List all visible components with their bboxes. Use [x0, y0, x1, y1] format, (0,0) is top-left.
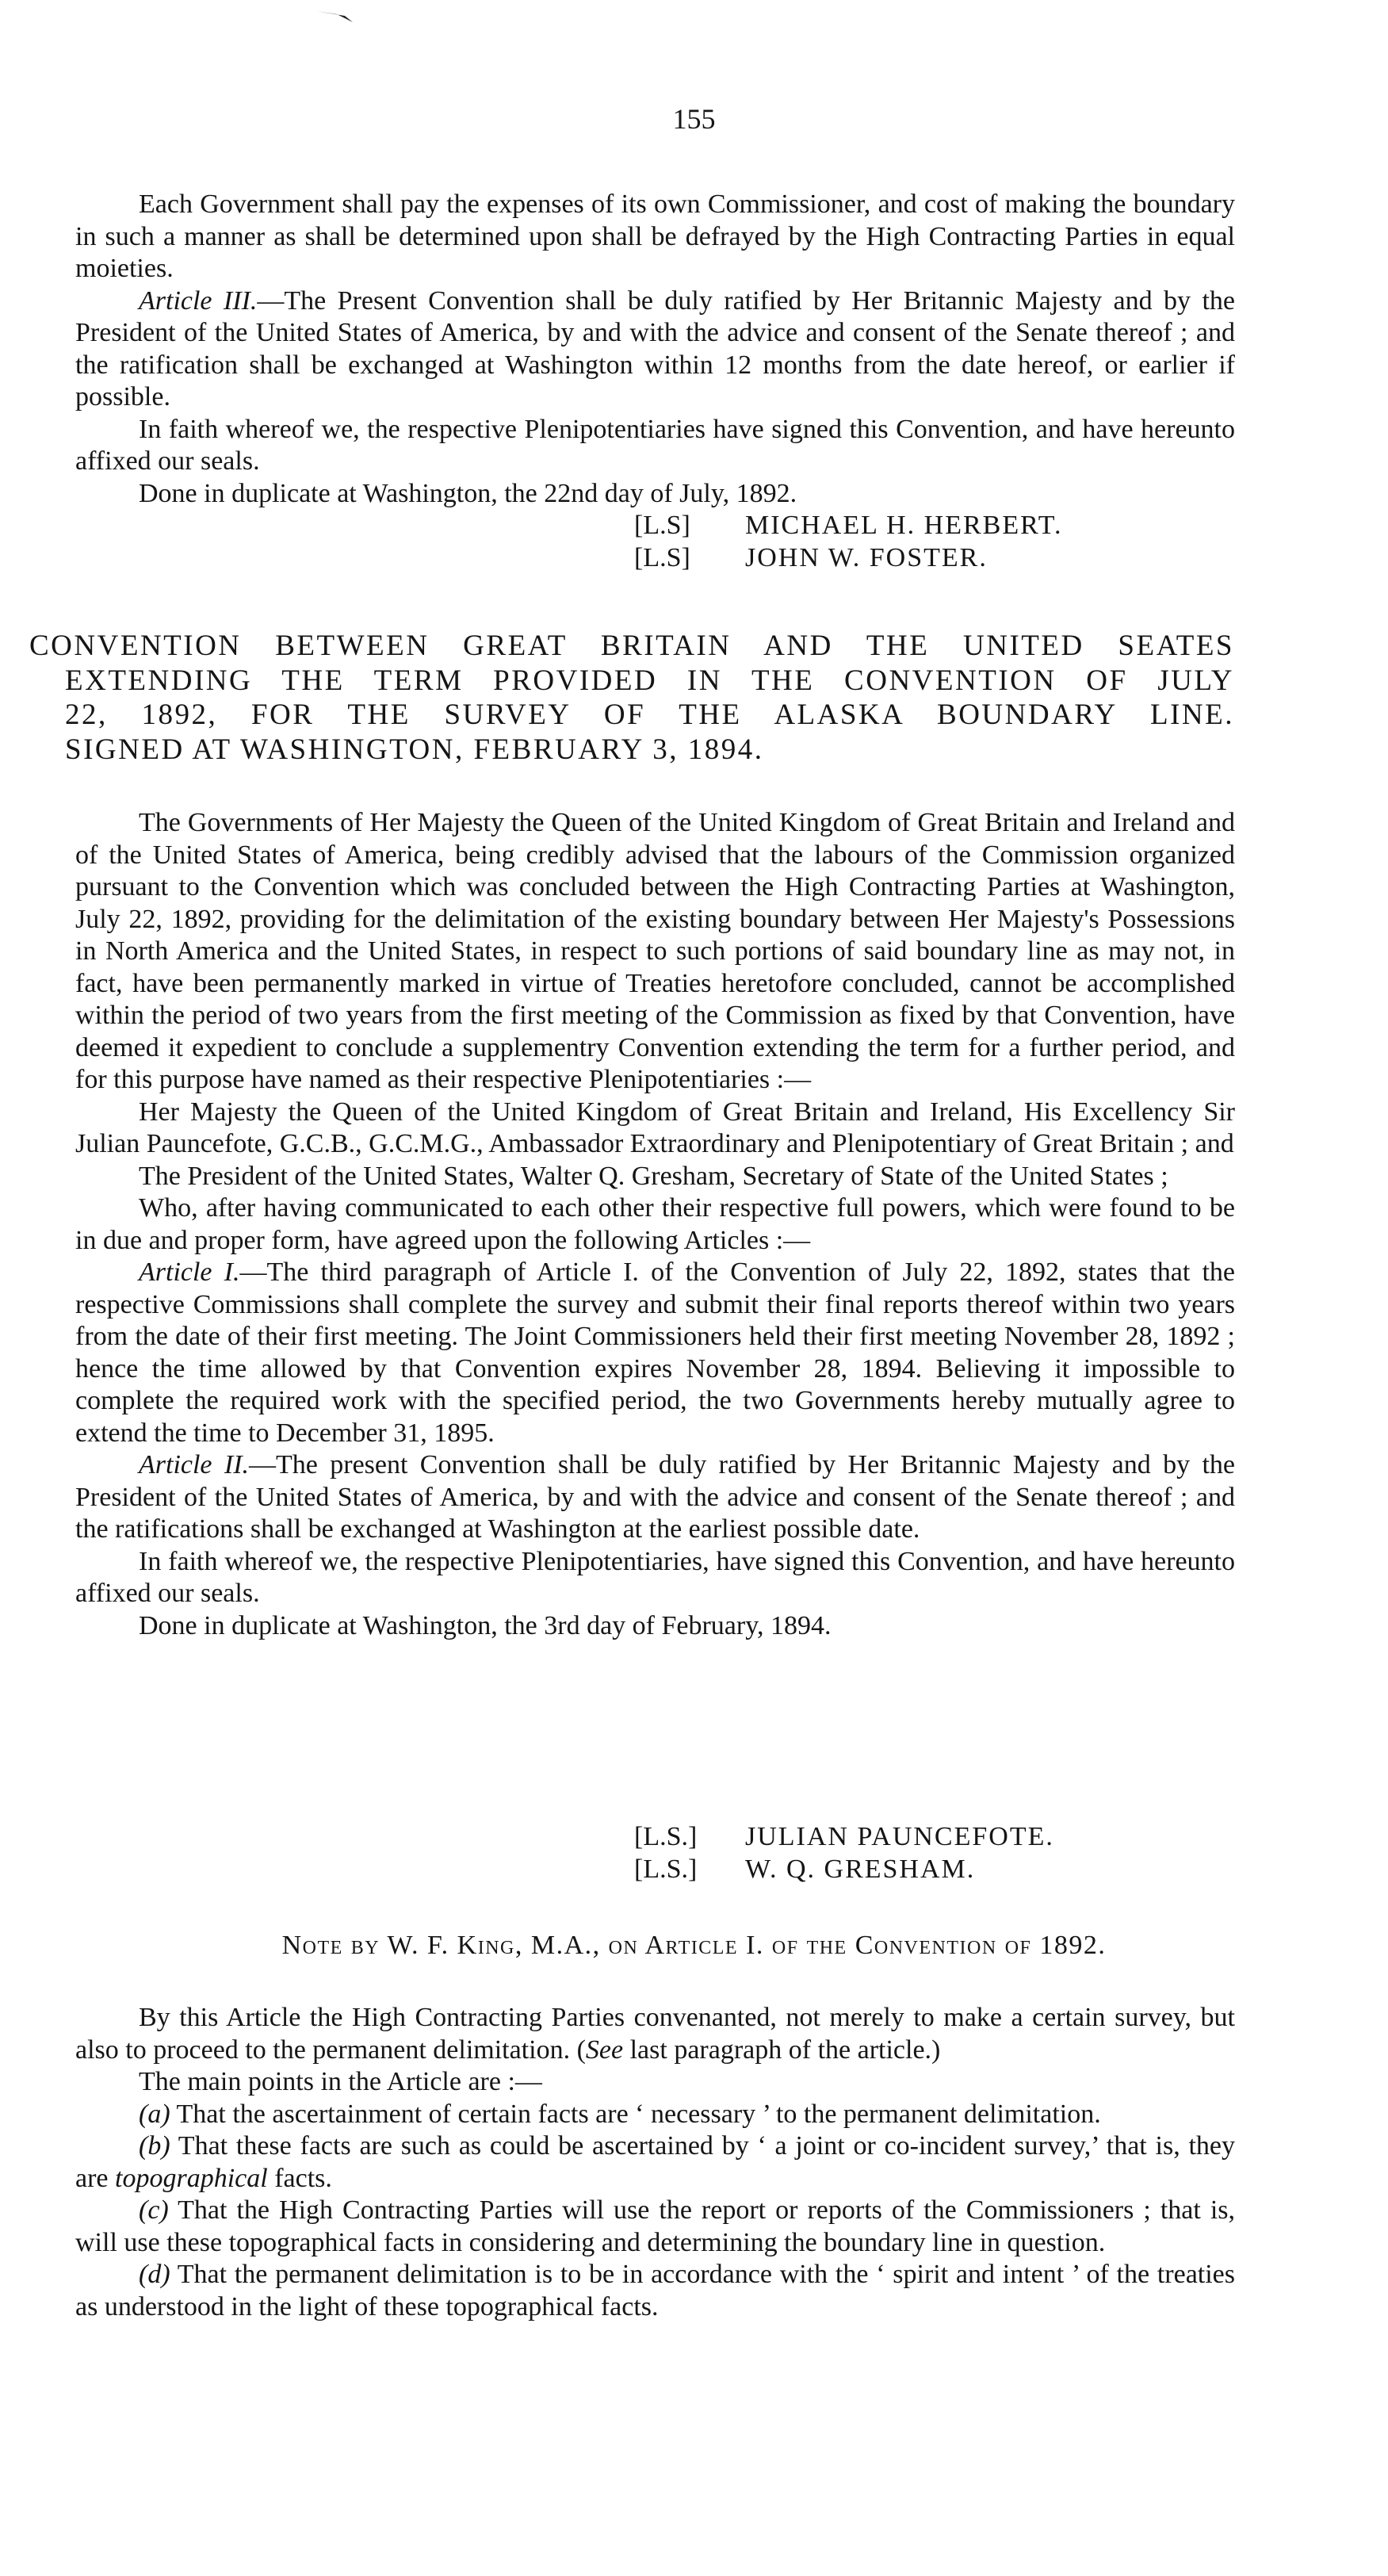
paragraph-in-faith: In faith whereof we, the respective Plenipotentiaries have signed this Convention, and have hereunto affixed our seals. — [75, 414, 1235, 476]
note-point-a — [75, 2099, 1235, 2131]
seal-mark: [L.S.] — [634, 1854, 698, 1884]
note-point-d — [75, 2259, 1235, 2323]
seal-mark: [L.S] — [634, 543, 690, 572]
paragraph-done: Done in duplicate at Washington, the 3rd day of February, 1894. — [139, 1610, 832, 1640]
paragraph-article-1 — [75, 1257, 1235, 1449]
article-3-label: Article III. — [139, 285, 258, 316]
point-emphasis: topographical — [115, 2163, 268, 2193]
signature-block-1894 — [634, 1820, 1054, 1885]
article-1-label: Article I. — [139, 1257, 240, 1287]
title-line: 22, 1892, FOR THE SURVEY OF THE ALASKA BOUNDARY LINE. — [65, 699, 1234, 731]
convention-title — [29, 629, 1234, 767]
note-body — [75, 2002, 1235, 2323]
signature-row — [634, 542, 1063, 574]
signatory-name: JOHN W. FOSTER. — [745, 543, 988, 572]
signature-row — [634, 1820, 1054, 1853]
signatory-name: W. Q. GRESHAM. — [745, 1854, 976, 1884]
signatory-name: JULIAN PAUNCEFOTE. — [745, 1822, 1054, 1851]
paragraph-article-3 — [75, 285, 1235, 414]
point-text: That these facts are such as could be ascertained by ‘ a joint or co-incident survey,’ that is, they are — [75, 2131, 1235, 2193]
note-paragraph-main-points: The main points in the Article are :— — [139, 2067, 542, 2096]
note-point-c — [75, 2195, 1235, 2259]
note-heading: Note by W. F. King, M.A., on Article I. of the Convention of 1892. — [281, 1931, 1107, 1960]
article-3-dash: — — [257, 285, 285, 316]
paragraph-president: The President of the United States, Walter Q. Gresham, Secretary of State of the United States ; — [139, 1161, 1168, 1191]
signatory-name: MICHAEL H. HERBERT. — [745, 511, 1063, 540]
article-1-text: The third paragraph of Article I. of the Convention of July 22, 1892, states that the respective Commissions shall complete the survey and submit their final reports thereof within two years from the date of their first meeting. The Joint Commissioners held their first meeting November 28, 1892 ; hence the time allowed by that Convention expires November 28, 1894. Believing it impossible to complete the required work with the specified period, the two Governments hereby mutually agree to extend the time to December 31, 1895. — [75, 1257, 1236, 1448]
seal-mark: [L.S] — [634, 511, 690, 540]
point-text-end: facts. — [267, 2163, 332, 2193]
paragraph-in-faith: In faith whereof we, the respective Plenipotentiaries, have signed this Convention, and have hereunto affixed our seals. — [75, 1546, 1235, 1608]
article-2-dash: — — [249, 1450, 277, 1479]
point-text: That the High Contracting Parties will use the report or reports of the Commissioners ; that is, will use these topographical facts in considering and determining the boundary line in question. — [75, 2195, 1235, 2257]
paragraph-article-2 — [75, 1449, 1235, 1546]
printer-mark-icon — [313, 6, 361, 25]
paragraph-preamble: The Governments of Her Majesty the Queen of the United Kingdom of Great Britain and Ireland and of the United States of America, being credibly advised that the labours of the Commission organized pursuant to the Convention which was concluded between the High Contracting Parties at Washington, July 22, 1892, providing for the delimitation of the existing boundary between Her Majesty's Possessions in North America and the United States, in respect to such portions of said boundary line as may not, in fact, have been permanently marked in virtue of Treaties heretofore concluded, cannot be accomplished within the period of two years from the first meeting of the Commission as fixed by that Convention, have deemed it expedient to conclude a supplementry Convention extending the term for a further period, and for this purpose have named as their respective Plenipotentiaries :— — [75, 808, 1235, 1094]
point-label: (b) — [139, 2131, 170, 2161]
seal-mark: [L.S.] — [634, 1822, 698, 1851]
article-2-label: Article II. — [139, 1450, 250, 1479]
convention-1894-body — [75, 807, 1235, 1642]
signature-block-1892 — [634, 509, 1063, 574]
point-label: (d) — [139, 2260, 170, 2289]
signature-row — [634, 1853, 1054, 1885]
note-paragraph-intro — [75, 2002, 1235, 2066]
note-see-word: See — [585, 2034, 624, 2065]
point-text: That the ascertainment of certain facts are ‘ necessary ’ to the permanent delimitation. — [170, 2099, 1101, 2129]
point-text: That the permanent delimitation is to be in accordance with the ‘ spirit and intent ’ of the treaties as understood in the light of these topographical facts. — [75, 2260, 1235, 2321]
title-line: SIGNED AT WASHINGTON, FEBRUARY 3, 1894. — [65, 733, 764, 766]
article-2-text: The present Convention shall be duly ratified by Her Britannic Majesty and by the President of the United States of America, by and with the advice and consent of the Senate thereof ; and the ratifications shall be exchanged at Washington at the earliest possible date. — [75, 1450, 1235, 1544]
title-line: CONVENTION BETWEEN GREAT BRITAIN AND THE UNITED SEATES — [29, 630, 1234, 662]
convention-1892-end — [75, 189, 1235, 510]
note-intro-text-end: last paragraph of the article.) — [623, 2034, 941, 2065]
paragraph-who: Who, after having communicated to each other their respective full powers, which were found to be in due and proper form, have agreed upon the following Articles :— — [75, 1193, 1235, 1255]
paragraph-her-majesty: Her Majesty the Queen of the United Kingdom of Great Britain and Ireland, His Excellency Sir Julian Pauncefote, G.C.B., G.C.M.G., Ambassador Extraordinary and Plenipotentiary of Great Britain ; and — [75, 1097, 1235, 1158]
point-label: (a) — [139, 2099, 170, 2129]
note-point-b — [75, 2130, 1235, 2195]
paragraph-done: Done in duplicate at Washington, the 22nd day of July, 1892. — [139, 478, 797, 508]
signature-row — [634, 509, 1063, 542]
paragraph-expenses: Each Government shall pay the expenses of its own Commissioner, and cost of making the boundary in such a manner as shall be determined upon shall be defrayed by the High Contracting Parties in equal moieties. — [75, 189, 1235, 283]
note-intro-text: By this Article the High Contracting Parties convenanted, not merely to make a certain survey, but also to proceed to the permanent delimitation. ( — [75, 2003, 1235, 2065]
title-line: EXTENDING THE TERM PROVIDED IN THE CONVENTION OF JULY — [65, 664, 1234, 697]
article-1-dash: — — [239, 1257, 267, 1287]
article-3-text: The Present Convention shall be duly ratified by Her Britannic Majesty and by the President of the United States of America, by and with the advice and consent of the Senate thereof ; and the ratification shall be exchanged at Washington within 12 months from the date hereof, or earlier if possible. — [75, 285, 1235, 411]
point-label: (c) — [139, 2195, 169, 2225]
page-number: 155 — [672, 103, 716, 135]
